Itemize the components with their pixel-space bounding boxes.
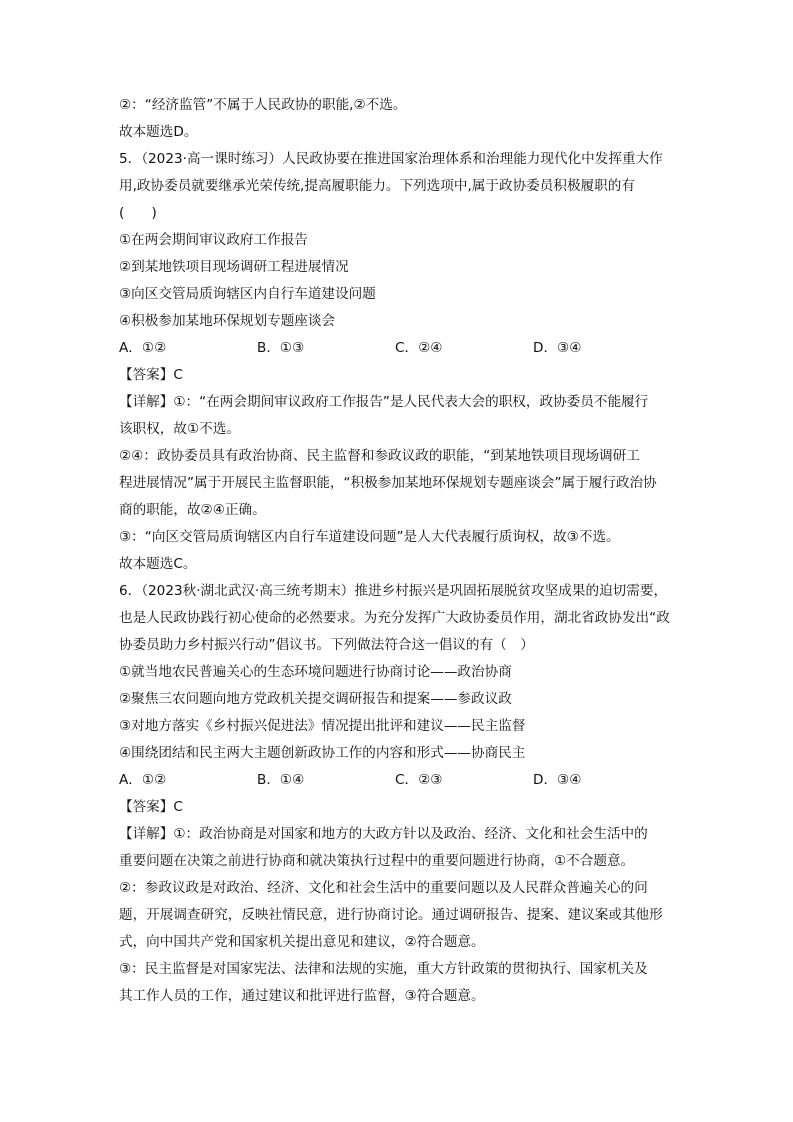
option-b: B．①④ xyxy=(257,772,305,788)
analysis-line: 商的职能，故②④正确。 xyxy=(119,502,266,518)
option-a: A．①② xyxy=(119,340,167,356)
question-6 xyxy=(119,578,679,1010)
question-item: ②到某地铁项目现场调研工程进展情况 xyxy=(119,259,349,275)
answer-options xyxy=(119,335,679,362)
option-c: C．②④ xyxy=(395,340,443,356)
text-line: ②：“经济监管”不属于人民政协的职能,②不选。 xyxy=(119,97,407,113)
question-stem-line: 协委员助力乡村振兴行动”倡议书。下列做法符合这一倡议的有（ ） xyxy=(119,637,534,653)
question-item: ④积极参加某地环保规划专题座谈会 xyxy=(119,313,336,329)
option-b: B．①③ xyxy=(257,340,305,356)
question-item: ③对地方落实《乡村振兴促进法》情况提出批评和建议——民主监督 xyxy=(119,718,526,734)
analysis-line: 其工作人员的工作，通过建议和批评进行监督，③符合题意。 xyxy=(119,988,485,1004)
analysis-line: 【详解】①：“在两会期间审议政府工作报告”是人民代表大会的职权，政协委员不能履行 xyxy=(119,394,649,410)
question-stem-line: 用,政协委员就要继承光荣传统,提高履职能力。下列选项中,属于政协委员积极履职的有 xyxy=(119,178,635,194)
answer-options xyxy=(119,767,679,794)
option-c: C．②③ xyxy=(395,772,443,788)
question-stem-line: 5．（2023·高一课时练习）人民政协要在推进国家治理体系和治理能力现代化中发挥重大作 xyxy=(119,151,663,167)
option-d: D．③④ xyxy=(533,340,582,356)
analysis-line: 式，向中国共产党和国家机关提出意见和建议，②符合题意。 xyxy=(119,934,485,950)
text-line: 故本题选D。 xyxy=(119,124,198,140)
analysis-line: 故本题选C。 xyxy=(119,556,197,572)
question-item: ④围绕团结和民主两大主题创新政协工作的内容和形式——协商民主 xyxy=(119,745,526,761)
question-item: ②聚焦三农问题向地方党政机关提交调研报告和提案——参政议政 xyxy=(119,691,512,707)
question-item: ①就当地农民普遍关心的生态环境问题进行协商讨论——政治协商 xyxy=(119,664,512,680)
question-stem-line: 也是人民政协践行初心使命的必然要求。为充分发挥广大政协委员作用，湖北省政协发出“政 xyxy=(119,610,670,626)
document-body xyxy=(119,92,679,1010)
question-item: ①在两会期间审议政府工作报告 xyxy=(119,232,308,248)
analysis-line: 题，开展调查研究，反映社情民意，进行协商讨论。通过调研报告、提案、建议案或其他形 xyxy=(119,907,663,923)
analysis-line: 【详解】①：政治协商是对国家和地方的大政方针以及政治、经济、文化和社会生活中的 xyxy=(119,826,648,842)
analysis-line: ③：“向区交管局质询辖区内自行车道建设问题”是人大代表履行质询权，故③不选。 xyxy=(119,529,620,545)
analysis-line: 重要问题在决策之前进行协商和就决策执行过程中的重要问题进行协商，①不合题意。 xyxy=(119,853,635,869)
option-a: A．①② xyxy=(119,772,167,788)
answer-line: 【答案】C xyxy=(119,799,183,815)
question-stem-line: 6．（2023秋·湖北武汉·高三统考期末）推进乡村振兴是巩固拓展脱贫攻坚成果的迫切需要， xyxy=(119,583,668,599)
analysis-line: ③：民主监督是对国家宪法、法律和法规的实施，重大方针政策的贯彻执行、国家机关及 xyxy=(119,961,648,977)
question-5 xyxy=(119,146,679,578)
option-d: D．③④ xyxy=(533,772,582,788)
answer-line: 【答案】C xyxy=(119,367,183,383)
analysis-line: 该职权，故①不选。 xyxy=(119,421,240,437)
analysis-line: ②：参政议政是对政治、经济、文化和社会生活中的重要问题以及人民群众普遍关心的问 xyxy=(119,880,648,896)
analysis-line: 程进展情况”属于开展民主监督职能，“积极参加某地环保规划专题座谈会”属于履行政治协 xyxy=(119,475,657,491)
analysis-line: ②④：政协委员具有政治协商、民主监督和参政议政的职能，“到某地铁项目现场调研工 xyxy=(119,448,640,464)
question-item: ③向区交管局质询辖区内自行车道建设问题 xyxy=(119,286,376,302)
question-stem-line: ( ) xyxy=(119,205,157,221)
